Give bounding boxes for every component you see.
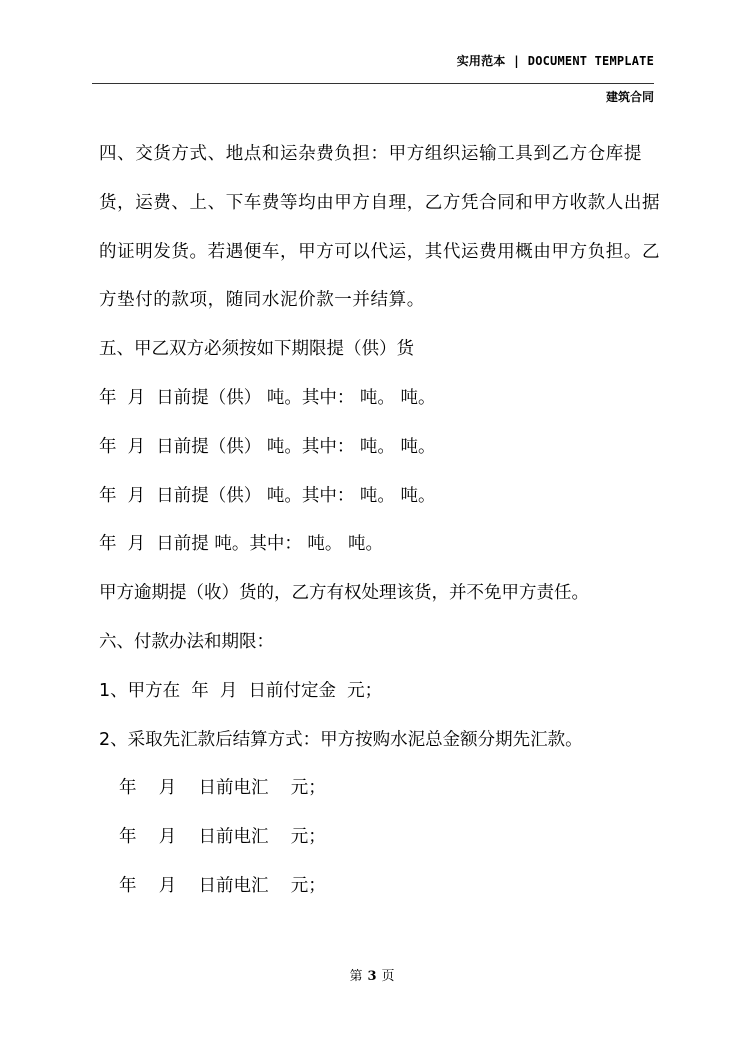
paragraph-late-pickup: 甲方逾期提（收）货的，乙方有权处理该货，并不免甲方责任。 [99, 583, 589, 604]
page-number: 3 [367, 969, 377, 984]
paragraph-delivery-schedule-heading: 五、甲乙双方必须按如下期限提（供）货 [99, 339, 414, 360]
paragraph-delivery-line-3: 年 月 日前提（供） 吨。其中： 吨。 吨。 [99, 485, 436, 506]
document-body [99, 130, 661, 911]
header-divider [92, 83, 654, 84]
paragraph-payment-heading: 六、付款办法和期限： [99, 631, 274, 652]
paragraph-wire-line-1: 年 月 日前电汇 元； [119, 778, 326, 799]
paragraph-deposit: 1、甲方在 年 月 日前付定金 元； [99, 680, 383, 701]
page-prefix: 第 [349, 969, 363, 984]
document-header-title: 实用范本 | DOCUMENT TEMPLATE [456, 54, 654, 68]
paragraph-delivery-line-1: 年 月 日前提（供） 吨。其中： 吨。 吨。 [99, 387, 436, 408]
paragraph-delivery-line-2: 年 月 日前提（供） 吨。其中： 吨。 吨。 [99, 436, 436, 457]
document-header-subtitle: 建筑合同 [605, 90, 654, 104]
paragraph-wire-line-3: 年 月 日前电汇 元； [119, 875, 326, 896]
paragraph-delivery-line-4: 年 月 日前提 吨。其中： 吨。 吨。 [99, 534, 383, 555]
paragraph-wire-line-2: 年 月 日前电汇 元； [119, 827, 326, 848]
page-footer [0, 965, 744, 984]
paragraph-prepayment-method: 2、采取先汇款后结算方式：甲方按购水泥总金额分期先汇款。 [99, 729, 583, 750]
paragraph-delivery-terms: 四、交货方式、地点和运杂费负担：甲方组织运输工具到乙方仓库提货，运费、上、下车费等均由甲方自理，乙方凭合同和甲方收款人出据的证明发货。若遇便车，甲方可以代运，其代运费用概由甲方负担。乙方垫付的款项，随同水泥价款一并结算。 [99, 144, 661, 311]
page-suffix: 页 [381, 969, 395, 984]
